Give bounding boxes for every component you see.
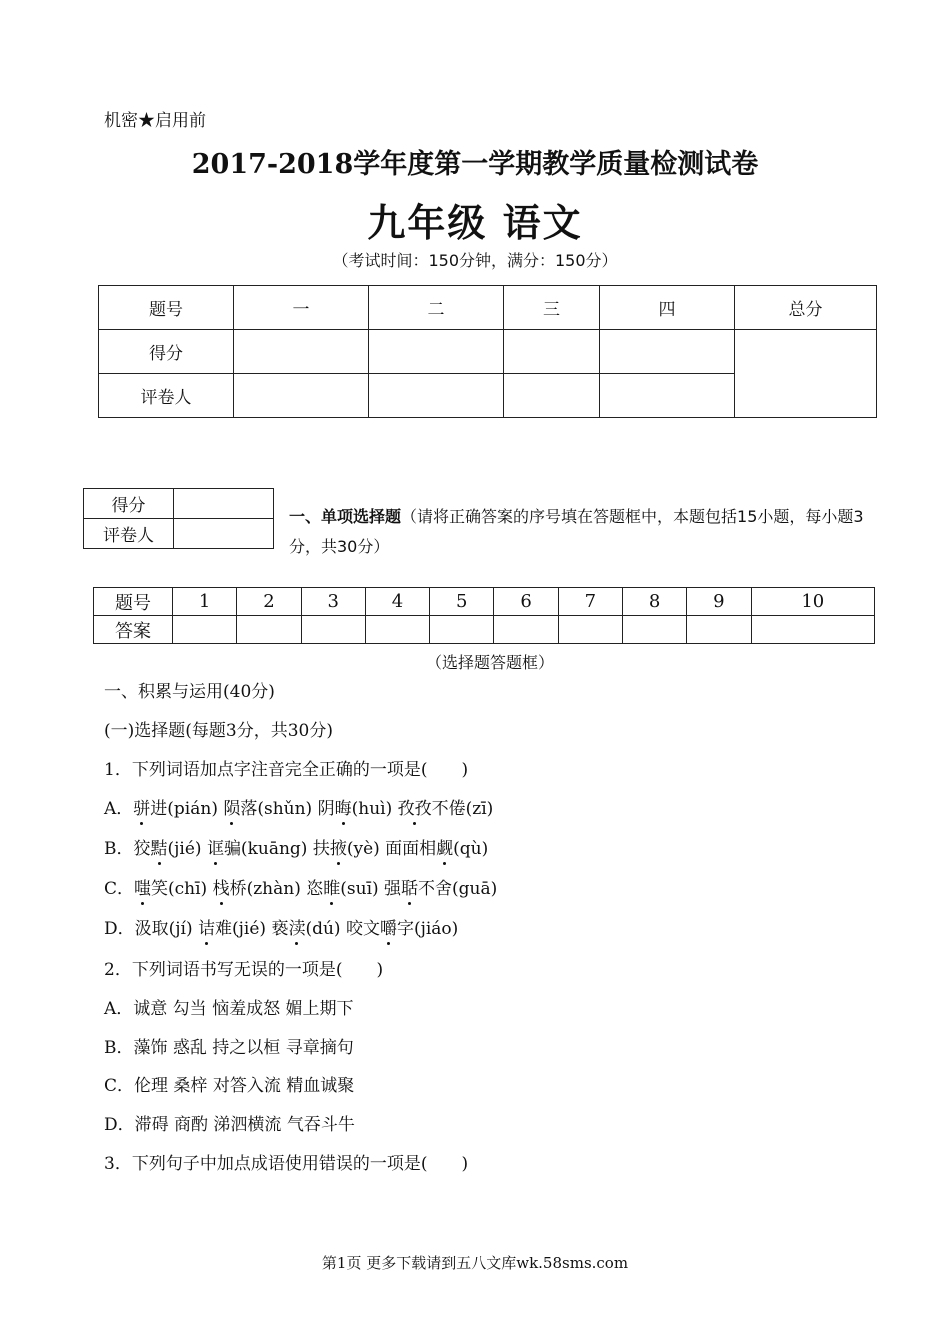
answer-cell [622,616,686,644]
score-header-cell: 三 [504,286,600,330]
answer-table [93,587,875,644]
mini-cell [174,519,274,549]
answer-cell [365,616,429,644]
answer-table-caption: （选择题答题框） [425,653,554,672]
answer-blank-row [94,616,875,644]
exam-info: （考试时间：150分钟，满分：150分） [332,251,618,270]
answer-cell [751,616,874,644]
answer-number: 8 [622,588,686,616]
score-header-cell: 题号 [99,286,234,330]
answer-row-label: 题号 [94,588,173,616]
score-table-header-row [99,286,877,330]
answer-cell [494,616,558,644]
answer-cell [301,616,365,644]
q1-option-b: B．狡黠(jié) 诓骗(kuāng) 扶掖(yè) 面面相觑(qù) [104,839,489,859]
answer-cell [558,616,622,644]
score-cell [234,374,369,418]
mini-label: 得分 [84,489,174,519]
answer-number-row [94,588,875,616]
mini-cell [174,489,274,519]
q1-option-a: A．骈进(pián) 陨落(shǔn) 阴晦(huì) 孜孜不倦(zī) [104,799,494,819]
answer-row-label: 答案 [94,616,173,644]
part-heading: 一、积累与运用(40分) [104,682,275,702]
page-footer: 第1页 更多下载请到五八文库wk.58sms.com [321,1254,629,1272]
score-cell [504,374,600,418]
q2-option-d: D．滞碍 商酌 涕泗横流 气吞斗牛 [104,1115,355,1135]
answer-cell [430,616,494,644]
answer-number: 9 [687,588,751,616]
score-cell [369,374,504,418]
q2-option-b: B．藻饰 惑乱 持之以桓 寻章摘句 [104,1038,354,1058]
total-score-cell [735,330,877,418]
score-header-cell: 四 [600,286,735,330]
answer-number: 2 [237,588,301,616]
score-cell [600,374,735,418]
score-header-cell: 总分 [735,286,877,330]
q1-option-c: C．嗤笑(chī) 栈桥(zhàn) 恣睢(suī) 强聒不舍(guā) [104,879,498,899]
answer-number: 1 [173,588,237,616]
question-3: 3．下列句子中加点成语使用错误的一项是( ) [104,1154,469,1174]
answer-cell [237,616,301,644]
score-cell [600,330,735,374]
score-cell [369,330,504,374]
question-2: 2．下列词语书写无误的一项是( ) [104,960,384,980]
exam-title: 2017-2018学年度第一学期教学质量检测试卷 [191,149,759,180]
q1-option-d: D．汲取(jí) 诘难(jié) 亵渎(dú) 咬文嚼字(jiáo) [104,919,459,939]
answer-cell [687,616,751,644]
score-cell [504,330,600,374]
score-table-row [99,330,877,374]
answer-number: 3 [301,588,365,616]
score-header-cell: 二 [369,286,504,330]
sub-heading: (一)选择题(每题3分，共30分) [104,721,333,741]
confidential-mark: 机密★启用前 [104,111,206,131]
q2-option-c: C．伦理 桑梓 对答入流 精血诚聚 [104,1076,355,1096]
score-header-cell: 一 [234,286,369,330]
answer-cell [173,616,237,644]
section-heading-rest: （请将正确答案的序号填在答题框中，本题包括15小题，每小题3分，共30分） [289,507,864,556]
answer-number: 5 [430,588,494,616]
score-row-label: 评卷人 [99,374,234,418]
score-table [98,285,877,418]
q2-option-a: A．诚意 勾当 恼羞成怒 媚上期下 [104,999,354,1019]
section-heading [289,502,879,562]
answer-number: 4 [365,588,429,616]
section-score-box [83,488,274,549]
answer-number: 6 [494,588,558,616]
mini-label: 评卷人 [84,519,174,549]
answer-number: 7 [558,588,622,616]
score-cell [234,330,369,374]
exam-subject: 九年级 语文 [367,200,583,245]
question-1: 1．下列词语加点字注音完全正确的一项是( ) [104,760,469,780]
answer-number: 10 [751,588,874,616]
section-heading-bold: 一、单项选择题 [289,507,402,526]
score-row-label: 得分 [99,330,234,374]
